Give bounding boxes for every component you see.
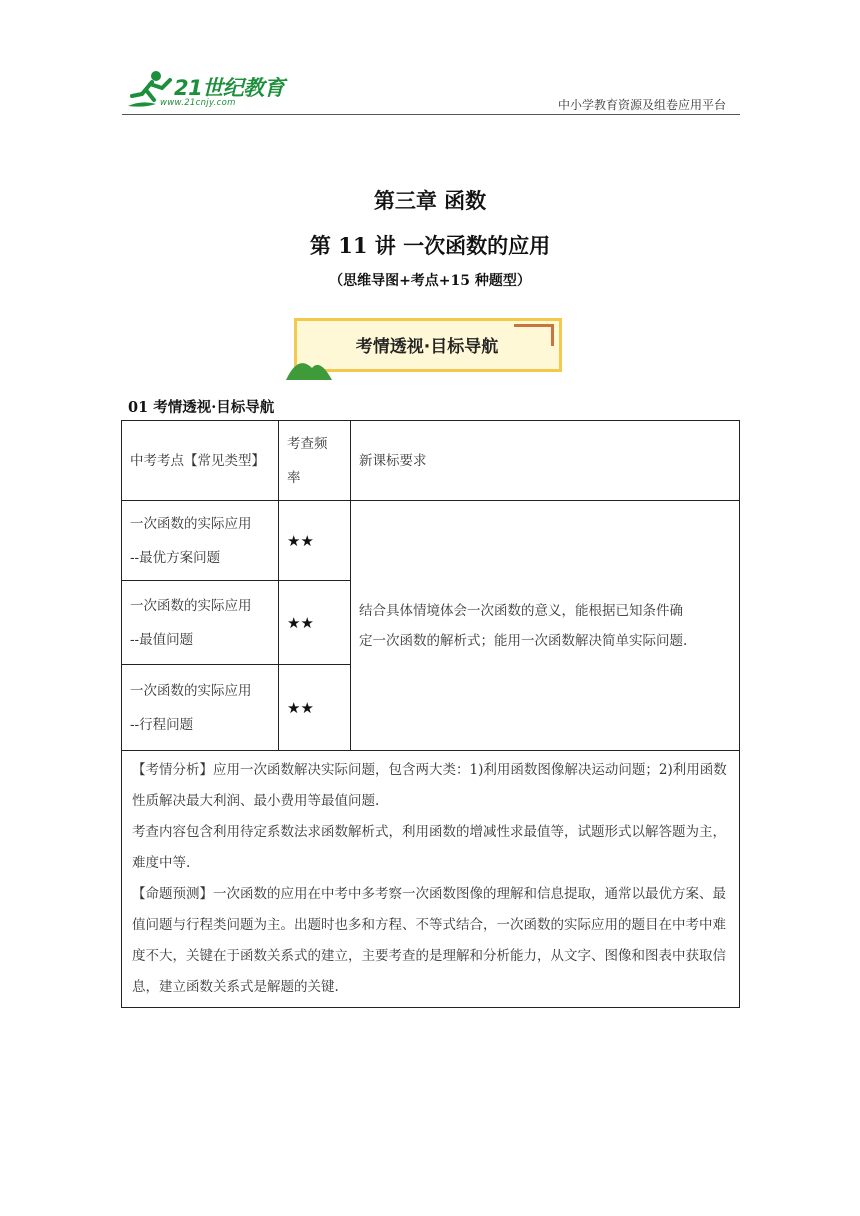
banner-label: 考情透视·目标导航 <box>355 337 499 357</box>
header-exam-point: 中考考点【常见类型】 <box>122 421 279 501</box>
exam-point-cell <box>122 501 279 581</box>
header-frequency-line2: 率 <box>287 469 301 486</box>
chapter-title: 第三章 函数 <box>373 188 487 213</box>
page-header <box>122 66 740 115</box>
section-heading: 01 考情透视·目标导航 <box>128 399 275 416</box>
table-row <box>122 501 740 581</box>
exam-point-line1: 一次函数的实际应用 <box>130 515 252 532</box>
analysis-paragraph: 考查内容包含利用待定系数法求函数解析式，利用函数的增减性求最值等，试题形式以解答题为主，难度中等. <box>132 824 726 871</box>
prediction-paragraph: 【命题预测】一次函数的应用在中考中多考察一次函数图像的理解和信息提取，通常以最优方案、最值问题与行程类问题为主。出题时也多和方程、不等式结合，一次函数的实际应用的题目在中考中难度不大，关键在于函数关系式的建立，主要考查的是理解和分析能力，从文字、图像和图表中获取信息，建立函数关系式是解题的关键. <box>132 886 726 995</box>
exam-point-line2: --行程问题 <box>130 716 194 733</box>
lecture-subtitle: （思维导图+考点+15 种题型） <box>329 273 531 289</box>
exam-point-line1: 一次函数的实际应用 <box>130 682 252 699</box>
logo-text: 21世纪教育 <box>174 76 285 100</box>
logo-url: www.21cnjy.com <box>160 98 236 108</box>
site-logo <box>122 66 292 114</box>
banner-accent-line <box>514 324 554 327</box>
exam-point-cell <box>122 665 279 751</box>
requirement-line2: 定一次函数的解析式；能用一次函数解决简单实际问题. <box>359 632 688 649</box>
header-frequency <box>279 421 351 501</box>
frequency-stars: ★★ <box>279 581 351 665</box>
exam-point-line1: 一次函数的实际应用 <box>130 597 252 614</box>
frequency-stars: ★★ <box>279 501 351 581</box>
exam-overview-table <box>121 420 740 1008</box>
platform-name: 中小学教育资源及组卷应用平台 <box>557 98 726 112</box>
header-standard: 新课标要求 <box>351 421 740 501</box>
analysis-paragraph: 【考情分析】应用一次函数解决实际问题，包含两大类：1)利用函数图像解决运动问题；2)利用函数性质解决最大利润、最小费用等最值问题. <box>132 762 727 809</box>
header-frequency-line1: 考查频 <box>287 435 328 452</box>
exam-point-line2: --最值问题 <box>130 631 194 648</box>
table-header-row <box>122 421 740 501</box>
exam-point-line2: --最优方案问题 <box>130 549 221 566</box>
frequency-stars: ★★ <box>279 665 351 751</box>
lecture-title: 第 11 讲 一次函数的应用 <box>309 233 551 258</box>
analysis-row <box>122 751 740 1008</box>
requirement-line1: 结合具体情境体会一次函数的意义，能根据已知条件确 <box>359 602 683 619</box>
section-banner <box>286 316 568 380</box>
standard-requirement-cell <box>351 501 740 751</box>
exam-point-cell <box>122 581 279 665</box>
analysis-cell <box>122 751 740 1008</box>
